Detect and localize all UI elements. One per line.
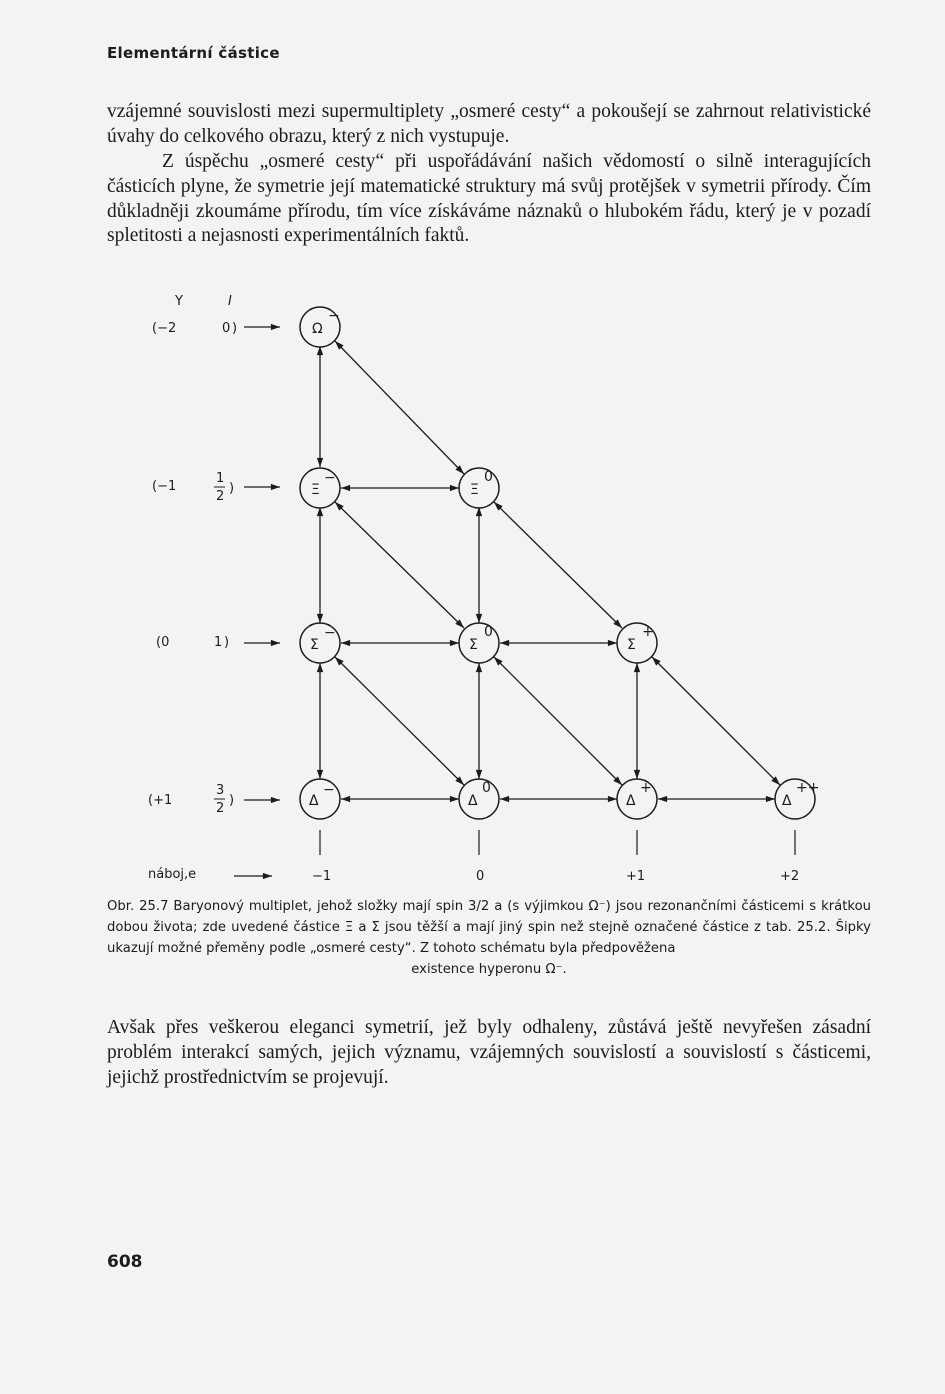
- particle-delta-zero: [459, 779, 499, 819]
- paragraph-2: Z úspěchu „osmeré cesty“ při uspořádávání našich vědomostí o silně interagujících částicích plyne, že symetrie její matematické struktury má svůj protějšek v symetrii přírody. Čím důkladněji zkoumáme přírodu, tím více získáváme náznaků o hlubokém řádu, který je v pozadí spletitosti a nejasnosti experimentálních faktů.: [107, 151, 871, 247]
- running-header: Elementární částice: [107, 44, 280, 62]
- svg-text:(0: (0: [156, 635, 170, 650]
- caption-text: Obr. 25.7 Baryonový multiplet, jehož složky mají spin 3/2 a (s výjimkou Ω⁻) jsou rezonančními částicemi s krátkou dobou života; zde uvedené částice Ξ a Σ jsou těžší a mají jiný spin než stejně označené částice z tab. 25.2. Šipky ukazují možné přeměny podle „osmeré cesty“. Z tohoto schématu byla předpověžena: [107, 899, 871, 956]
- transition-arrows: [320, 341, 780, 799]
- svg-text:0: 0: [222, 321, 231, 336]
- page-number: 608: [107, 1252, 143, 1272]
- charge-value-3: +1: [626, 869, 646, 884]
- svg-text:3: 3: [216, 783, 225, 798]
- svg-text:Δ: Δ: [782, 793, 792, 809]
- svg-text:0: 0: [484, 624, 493, 640]
- row-label-2: [152, 471, 234, 504]
- particle-xi-minus: [300, 468, 340, 508]
- svg-text:−: −: [324, 470, 336, 486]
- svg-text:): ): [232, 321, 238, 336]
- svg-text:Δ: Δ: [468, 793, 478, 809]
- particle-omega-minus: [300, 307, 340, 347]
- svg-text:+: +: [640, 780, 652, 796]
- svg-text:++: ++: [796, 780, 820, 796]
- svg-text:Σ: Σ: [627, 637, 636, 653]
- svg-text:): ): [224, 635, 230, 650]
- svg-text:0: 0: [484, 469, 493, 485]
- particle-sigma-minus: [300, 623, 340, 663]
- baryon-decuplet-diagram: [0, 280, 945, 890]
- svg-text:−: −: [328, 308, 340, 324]
- charge-value-4: +2: [780, 869, 800, 884]
- svg-text:−: −: [323, 782, 335, 798]
- particle-delta-plusplus: [775, 779, 819, 819]
- row-label-3: [156, 635, 229, 650]
- svg-text:(−1: (−1: [152, 479, 177, 494]
- charge-ticks: [320, 830, 795, 855]
- particle-delta-plus: [617, 779, 657, 819]
- svg-text:): ): [229, 793, 235, 808]
- row-pointers: [244, 327, 280, 800]
- paragraph-3: Avšak přes veškerou eleganci symetrií, jež byly odhaleny, zůstává ještě nevyřešen zásadní problém interakcí samých, jejich významu, vzájemných souvislostí a souvislostí s částicemi, jejichž prostřednictvím se projevují.: [107, 1017, 871, 1088]
- svg-text:): ): [229, 481, 235, 496]
- svg-text:Σ: Σ: [469, 637, 478, 653]
- svg-text:Δ: Δ: [626, 793, 636, 809]
- svg-text:Ω: Ω: [312, 321, 323, 337]
- svg-text:0: 0: [482, 780, 491, 796]
- row-label-1: [152, 321, 237, 336]
- charge-axis-label: náboj,e: [148, 867, 197, 882]
- row-label-4: [148, 783, 234, 816]
- svg-text:Ξ: Ξ: [470, 482, 479, 498]
- figure-caption: [107, 896, 871, 980]
- svg-text:(+1: (+1: [148, 793, 173, 808]
- particle-delta-minus: [300, 779, 340, 819]
- svg-text:Δ: Δ: [309, 793, 319, 809]
- svg-text:1: 1: [214, 635, 223, 650]
- svg-text:2: 2: [216, 801, 225, 816]
- charge-value-1: −1: [312, 869, 332, 884]
- svg-text:2: 2: [216, 489, 225, 504]
- svg-text:Σ: Σ: [310, 637, 319, 653]
- svg-text:Ξ: Ξ: [311, 482, 320, 498]
- particle-sigma-plus: [617, 623, 657, 663]
- svg-text:(−2: (−2: [152, 321, 177, 336]
- axis-i-label: I: [228, 294, 232, 309]
- charge-value-2: 0: [476, 869, 485, 884]
- svg-text:1: 1: [216, 471, 225, 486]
- caption-last-line: existence hyperonu Ω⁻.: [411, 962, 567, 977]
- svg-text:−: −: [324, 625, 336, 641]
- axis-y-label: Y: [175, 294, 183, 309]
- particle-xi-zero: [459, 468, 499, 508]
- paragraph-1: vzájemné souvislosti mezi supermultiplety „osmeré cesty“ a pokoušejí se zahrnout relativistické úvahy do celkového obrazu, který z nich vystupuje.: [107, 101, 871, 147]
- svg-text:+: +: [642, 624, 654, 640]
- particle-sigma-zero: [459, 623, 499, 663]
